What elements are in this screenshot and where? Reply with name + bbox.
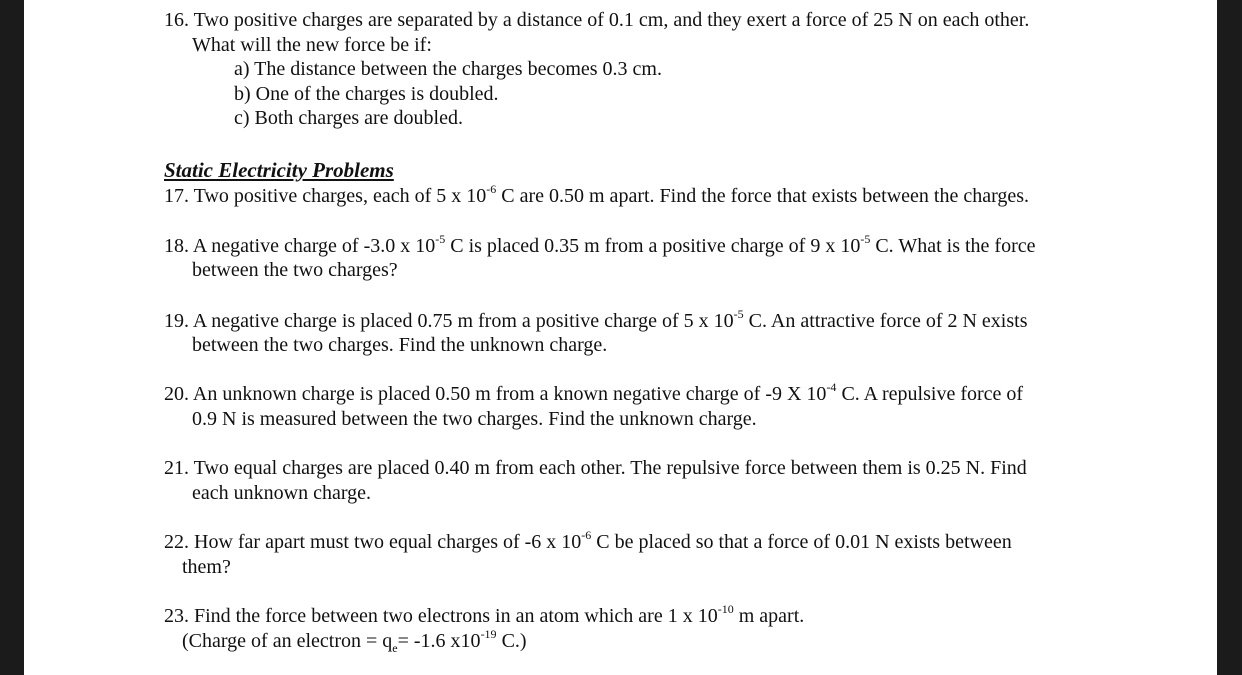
q23-line2: (Charge of an electron = $q_e= -1.6$ $x10^{-19}$ C.) <box>182 627 527 655</box>
section-heading: Static Electricity Problems <box>164 158 394 182</box>
q22-line1: 22. How far apart must two equal charges of -6 x $10^{-6}$ C be placed so that a force of 0.01 N exists between <box>164 528 1012 553</box>
q20-line1: 20. An unknown charge is placed 0.50 m from a known negative charge of -9 X $10^{-4}$ C. A repulsive force of <box>164 380 1024 405</box>
q16-line1: 16. Two positive charges are separated by a distance of 0.1 cm, and they exert a force of 25 N on each other. <box>164 9 1030 31</box>
q17-line1: 17. Two positive charges, each of 5 x $10^{-6}$ C are 0.50 m apart. Find the force that exists between the charges. <box>164 182 1030 207</box>
q16-option-c: c) Both charges are doubled. <box>234 107 463 129</box>
q19-line1: 19. A negative charge is placed 0.75 m from a positive charge of 5 x $10^{-5}$ C. An attractive force of 2 N exists <box>164 307 1028 332</box>
q16-line2: What will the new force be if: <box>192 34 432 56</box>
q21-line2: each unknown charge. <box>192 482 372 504</box>
q21-line1: 21. Two equal charges are placed 0.40 m from each other. The repulsive force between them is 0.25 N. Find <box>164 457 1027 479</box>
q23-line1: 23. Find the force between two electrons in an atom which are 1 x $10^{-10}$ m apart. <box>164 602 805 627</box>
document-page <box>24 0 1217 675</box>
q19-line2: between the two charges. Find the unknown charge. <box>192 334 608 356</box>
q16-option-b: b) One of the charges is doubled. <box>234 83 499 105</box>
q22-line2: them? <box>182 556 231 578</box>
q16-option-a: a) The distance between the charges becomes 0.3 cm. <box>234 58 662 80</box>
q18-line2: between the two charges? <box>192 259 398 281</box>
q20-line2: 0.9 N is measured between the two charges. Find the unknown charge. <box>192 408 757 430</box>
q18-line1: 18. A negative charge of -3.0 x $10^{-5}$ C is placed 0.35 m from a positive charge of 9 x $10^{-5}$ C. What is the force <box>164 232 1036 257</box>
